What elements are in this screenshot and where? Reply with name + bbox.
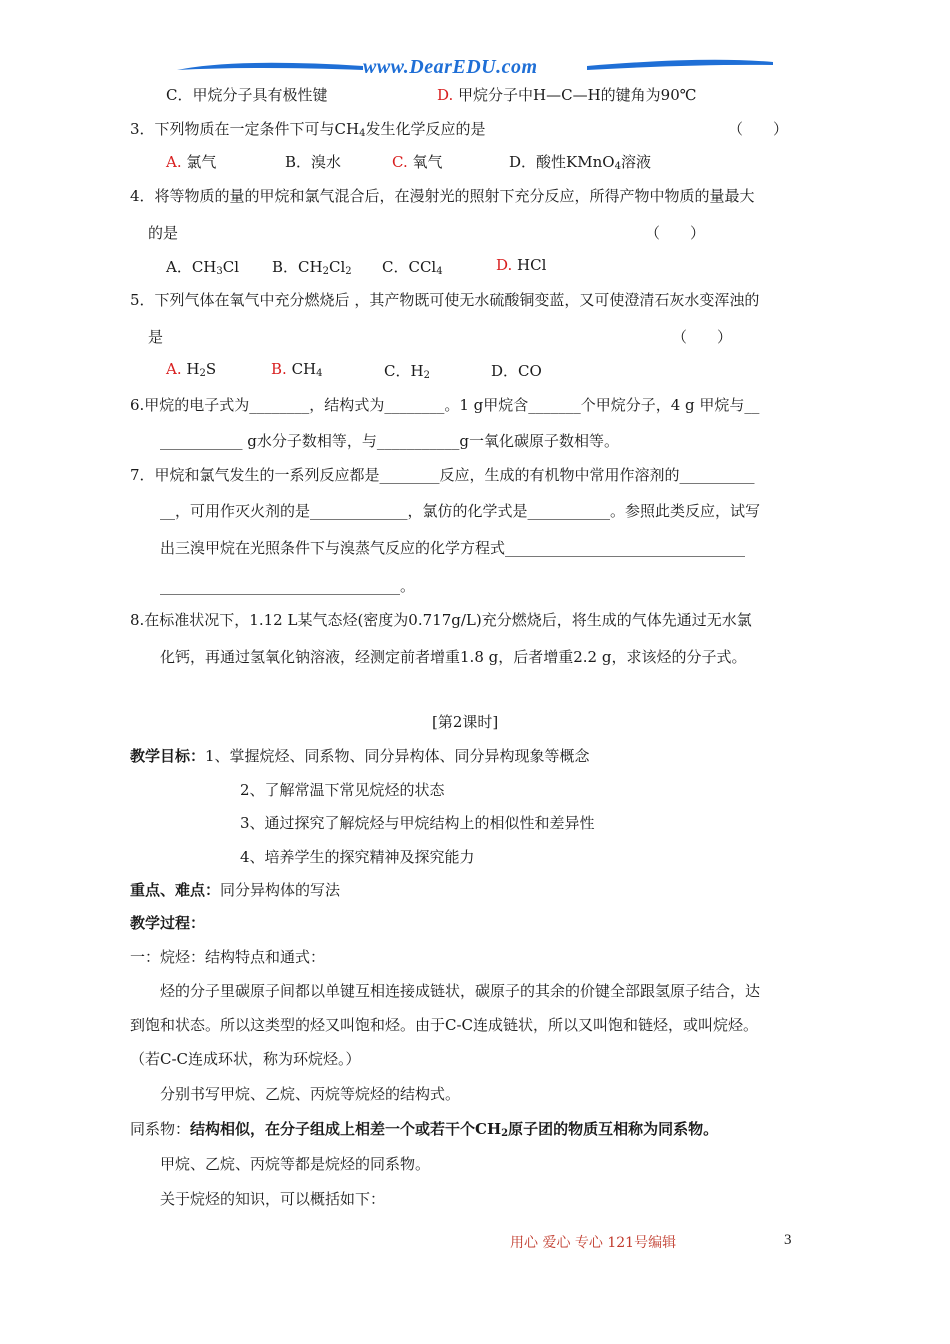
- q4-stem-line1: 4．将等物质的量的甲烷和氯气混合后，在漫射光的照射下充分反应，所得产物中物质的量最大: [130, 187, 755, 205]
- section-1-heading: 一：烷烃：结构特点和通式：: [130, 948, 326, 966]
- para3: 甲烷、乙烷、丙烷等都是烷烃的同系物。: [160, 1155, 431, 1173]
- q5-paren: （ ）: [672, 328, 733, 346]
- q3-paren: （ ）: [728, 120, 789, 138]
- option-text-b: S: [205, 360, 217, 378]
- process-label: 教学过程：: [130, 914, 206, 932]
- option-text: HCl: [517, 256, 547, 274]
- q6-line1: 6.甲烷的电子式为________，结构式为________。1 g甲烷含_______个甲烷分子，4 g 甲烷与__: [130, 396, 760, 414]
- q7-line3: 出三溴甲烷在光照条件下与溴蒸气反应的化学方程式________________________________: [160, 539, 746, 557]
- q2-option-c: C．甲烷分子具有极性键: [166, 86, 328, 104]
- q2-option-d: [437, 84, 697, 105]
- logo-text: www.DearEDU.com: [363, 56, 538, 78]
- option-sub: 4: [436, 266, 443, 277]
- q4-stem-line2: 的是: [148, 224, 179, 242]
- goals-label: 教学目标：: [130, 747, 206, 765]
- goal-1: 1、掌握烷烃、同系物、同分异构体、同分异构现象等概念: [205, 747, 590, 765]
- option-text: 氧气: [412, 153, 443, 171]
- q3-stem: [130, 118, 486, 139]
- option-sub: 3: [216, 266, 223, 277]
- option-text: 甲烷分子中H—C—H的键角为90℃: [458, 86, 697, 104]
- para1-line3: （若C-C连成环状，称为环烷烃。）: [130, 1050, 361, 1068]
- option-text-a: CH: [291, 360, 317, 378]
- option-letter: D.: [496, 256, 513, 274]
- goal-4: 4、培养学生的探究精神及探究能力: [240, 848, 475, 866]
- option-sub: 4: [316, 368, 323, 379]
- q7-line4: ________________________________。: [160, 577, 416, 595]
- para1-line2: 到饱和状态。所以这类型的烃又叫饱和烃。由于C-C连成链状，所以又叫饱和链烃，或叫烷烃。: [130, 1016, 759, 1034]
- option-sub: 2: [199, 368, 206, 379]
- option-sub: 2: [322, 266, 329, 277]
- homolog-def-sub: 2: [501, 1128, 509, 1139]
- option-text: 氯气: [186, 153, 217, 171]
- page-number: 3: [784, 1232, 792, 1248]
- option-text-a: C．H: [384, 362, 424, 380]
- q5-stem-line2: 是: [148, 328, 164, 346]
- option-text-a: C．CCl: [382, 258, 437, 276]
- q5-stem-line1: 5．下列气体在氧气中充分燃烧后 ，其产物既可使无水硫酸铜变蓝，又可使澄清石灰水变浑浊的: [130, 291, 760, 309]
- option-text-a: B．CH: [272, 258, 323, 276]
- option-text-b: Cl: [328, 258, 346, 276]
- homolog-def-a: 结构相似，在分子组成上相差一个或若干个CH: [190, 1120, 502, 1138]
- q8-line1: 8.在标准状况下，1.12 L某气态烃(密度为0.717g/L)充分燃烧后，将生成的气体先通过无水氯: [130, 611, 752, 629]
- q5-option-c: [384, 360, 430, 381]
- q4-option-d: [496, 256, 546, 274]
- para1-line1: 烃的分子里碳原子间都以单键互相连接成链状，碳原子的其余的价键全部跟氢原子结合，达: [160, 982, 761, 1000]
- footer-text: 用心 爱心 专心 121号编辑: [510, 1235, 677, 1251]
- option-text-a: A．CH: [166, 258, 217, 276]
- q3-stem-sub: 4: [359, 128, 366, 139]
- q5-option-d: D．CO: [491, 362, 542, 380]
- q4-option-b: [272, 256, 352, 277]
- option-letter: A.: [166, 153, 182, 171]
- q3-option-a: [166, 151, 216, 172]
- lesson-title: [第2课时]: [432, 713, 499, 731]
- para4: 关于烷烃的知识，可以概括如下：: [160, 1190, 386, 1208]
- q5-option-a: [166, 360, 216, 378]
- homolog-label: 同系物：: [130, 1120, 191, 1138]
- option-letter: A.: [166, 360, 182, 378]
- option-text-b: 溶液: [620, 153, 651, 171]
- logo-swoosh-left: [175, 56, 365, 80]
- goal-2: 2、了解常温下常见烷烃的状态: [240, 781, 445, 799]
- teaching-goals: [130, 745, 590, 766]
- key-text: 同分异构体的写法: [220, 881, 341, 899]
- q7-line2: __，可用作灭火剂的是_____________，氯仿的化学式是___________。参照此类反应，试写: [160, 502, 761, 520]
- homolog-def-b: 原子团的物质互相称为同系物。: [508, 1120, 719, 1138]
- goal-3: 3、通过探究了解烷烃与甲烷结构上的相似性和差异性: [240, 814, 595, 832]
- option-text-a: D．酸性KMnO: [509, 153, 615, 171]
- q4-option-a: [166, 256, 239, 277]
- option-sub: 4: [614, 161, 621, 172]
- q3-stem-a: 3．下列物质在一定条件下可与CH: [130, 120, 360, 138]
- option-sub: 2: [345, 266, 352, 277]
- q8-line2: 化钙，再通过氢氧化钠溶液，经测定前者增重1.8 g，后者增重2.2 g，求该烃的分子式。: [160, 648, 747, 666]
- option-sub: 2: [423, 370, 430, 381]
- option-text-a: H: [186, 360, 200, 378]
- logo-swoosh-right: [585, 56, 775, 80]
- option-text-b: Cl: [222, 258, 240, 276]
- q6-line2: ___________ g水分子数相等，与___________g一氧化碳原子数相等。: [160, 432, 619, 450]
- option-letter: D.: [437, 86, 454, 104]
- q4-option-c: [382, 256, 443, 277]
- homolog-definition: [130, 1118, 718, 1139]
- q3-option-b: B．溴水: [285, 153, 342, 171]
- key-label: 重点、难点：: [130, 881, 221, 899]
- q3-option-c: [392, 151, 443, 172]
- para2: 分别书写甲烷、乙烷、丙烷等烷烃的结构式。: [160, 1085, 461, 1103]
- q5-option-b: [271, 360, 323, 378]
- key-points: [130, 879, 340, 900]
- option-letter: B.: [271, 360, 287, 378]
- q7-line1: 7．甲烷和氯气发生的一系列反应都是________反应，生成的有机物中常用作溶剂的__________: [130, 466, 755, 484]
- q3-stem-b: 发生化学反应的是: [365, 120, 486, 138]
- q4-paren: （ ）: [645, 224, 706, 242]
- header-logo: [175, 56, 775, 82]
- q3-option-d: [509, 151, 651, 172]
- option-letter: C.: [392, 153, 408, 171]
